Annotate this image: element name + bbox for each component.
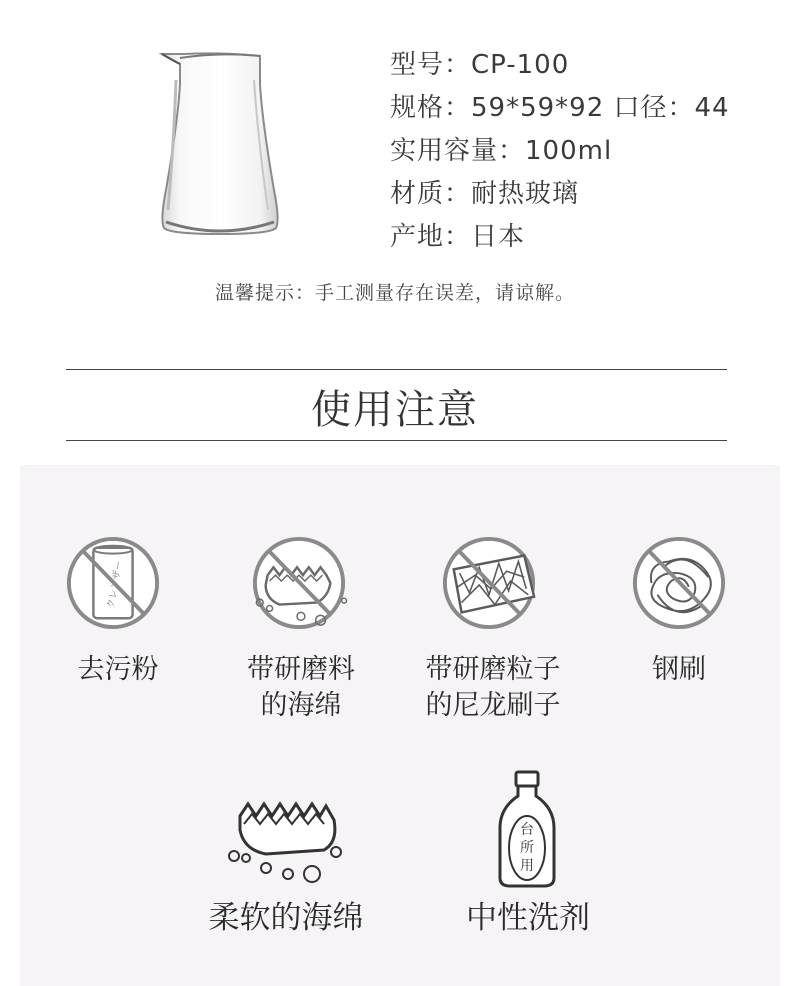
- detergent-bottle-icon: [494, 768, 560, 890]
- recommended-label-soft-sponge: 柔软的海绵: [208, 900, 364, 936]
- cleanser-can-icon: [64, 534, 162, 632]
- header-rule-bottom: [66, 440, 727, 441]
- bottle-text-3: 用: [520, 858, 534, 874]
- spec-material: 材质：耐热玻璃: [390, 179, 580, 209]
- prohibited-label-steel-wool: 钢刷: [652, 654, 706, 685]
- soft-sponge-icon: [226, 790, 354, 890]
- spec-size: 规格：59*59*92 口径：44: [390, 93, 730, 123]
- header-rule-top: [66, 369, 727, 370]
- prohibited-label-nylon-brush: 带研磨粒子 的尼龙刷子: [425, 654, 561, 721]
- spec-capacity: 实用容量：100ml: [390, 136, 613, 166]
- steel-wool-icon: [630, 534, 728, 632]
- spec-origin: 产地：日本: [390, 222, 526, 252]
- prohibited-label-cleanser: 去污粉: [77, 654, 159, 685]
- abrasive-sponge-icon: [250, 534, 348, 632]
- recommended-label-neutral-detergent: 中性洗剂: [466, 900, 590, 936]
- prohibited-label-abrasive-sponge: 带研磨料 的海绵: [247, 654, 355, 721]
- bottle-text-1: 台: [520, 822, 534, 838]
- section-title: 使用注意: [311, 387, 479, 433]
- nylon-scrub-pad-icon: [440, 534, 538, 632]
- measurement-tip: 温馨提示：手工测量存在误差，请谅解。: [214, 282, 575, 304]
- glass-pitcher-image: [150, 40, 290, 250]
- bottle-text-2: 所: [520, 840, 534, 856]
- spec-model: 型号：CP-100: [390, 50, 570, 80]
